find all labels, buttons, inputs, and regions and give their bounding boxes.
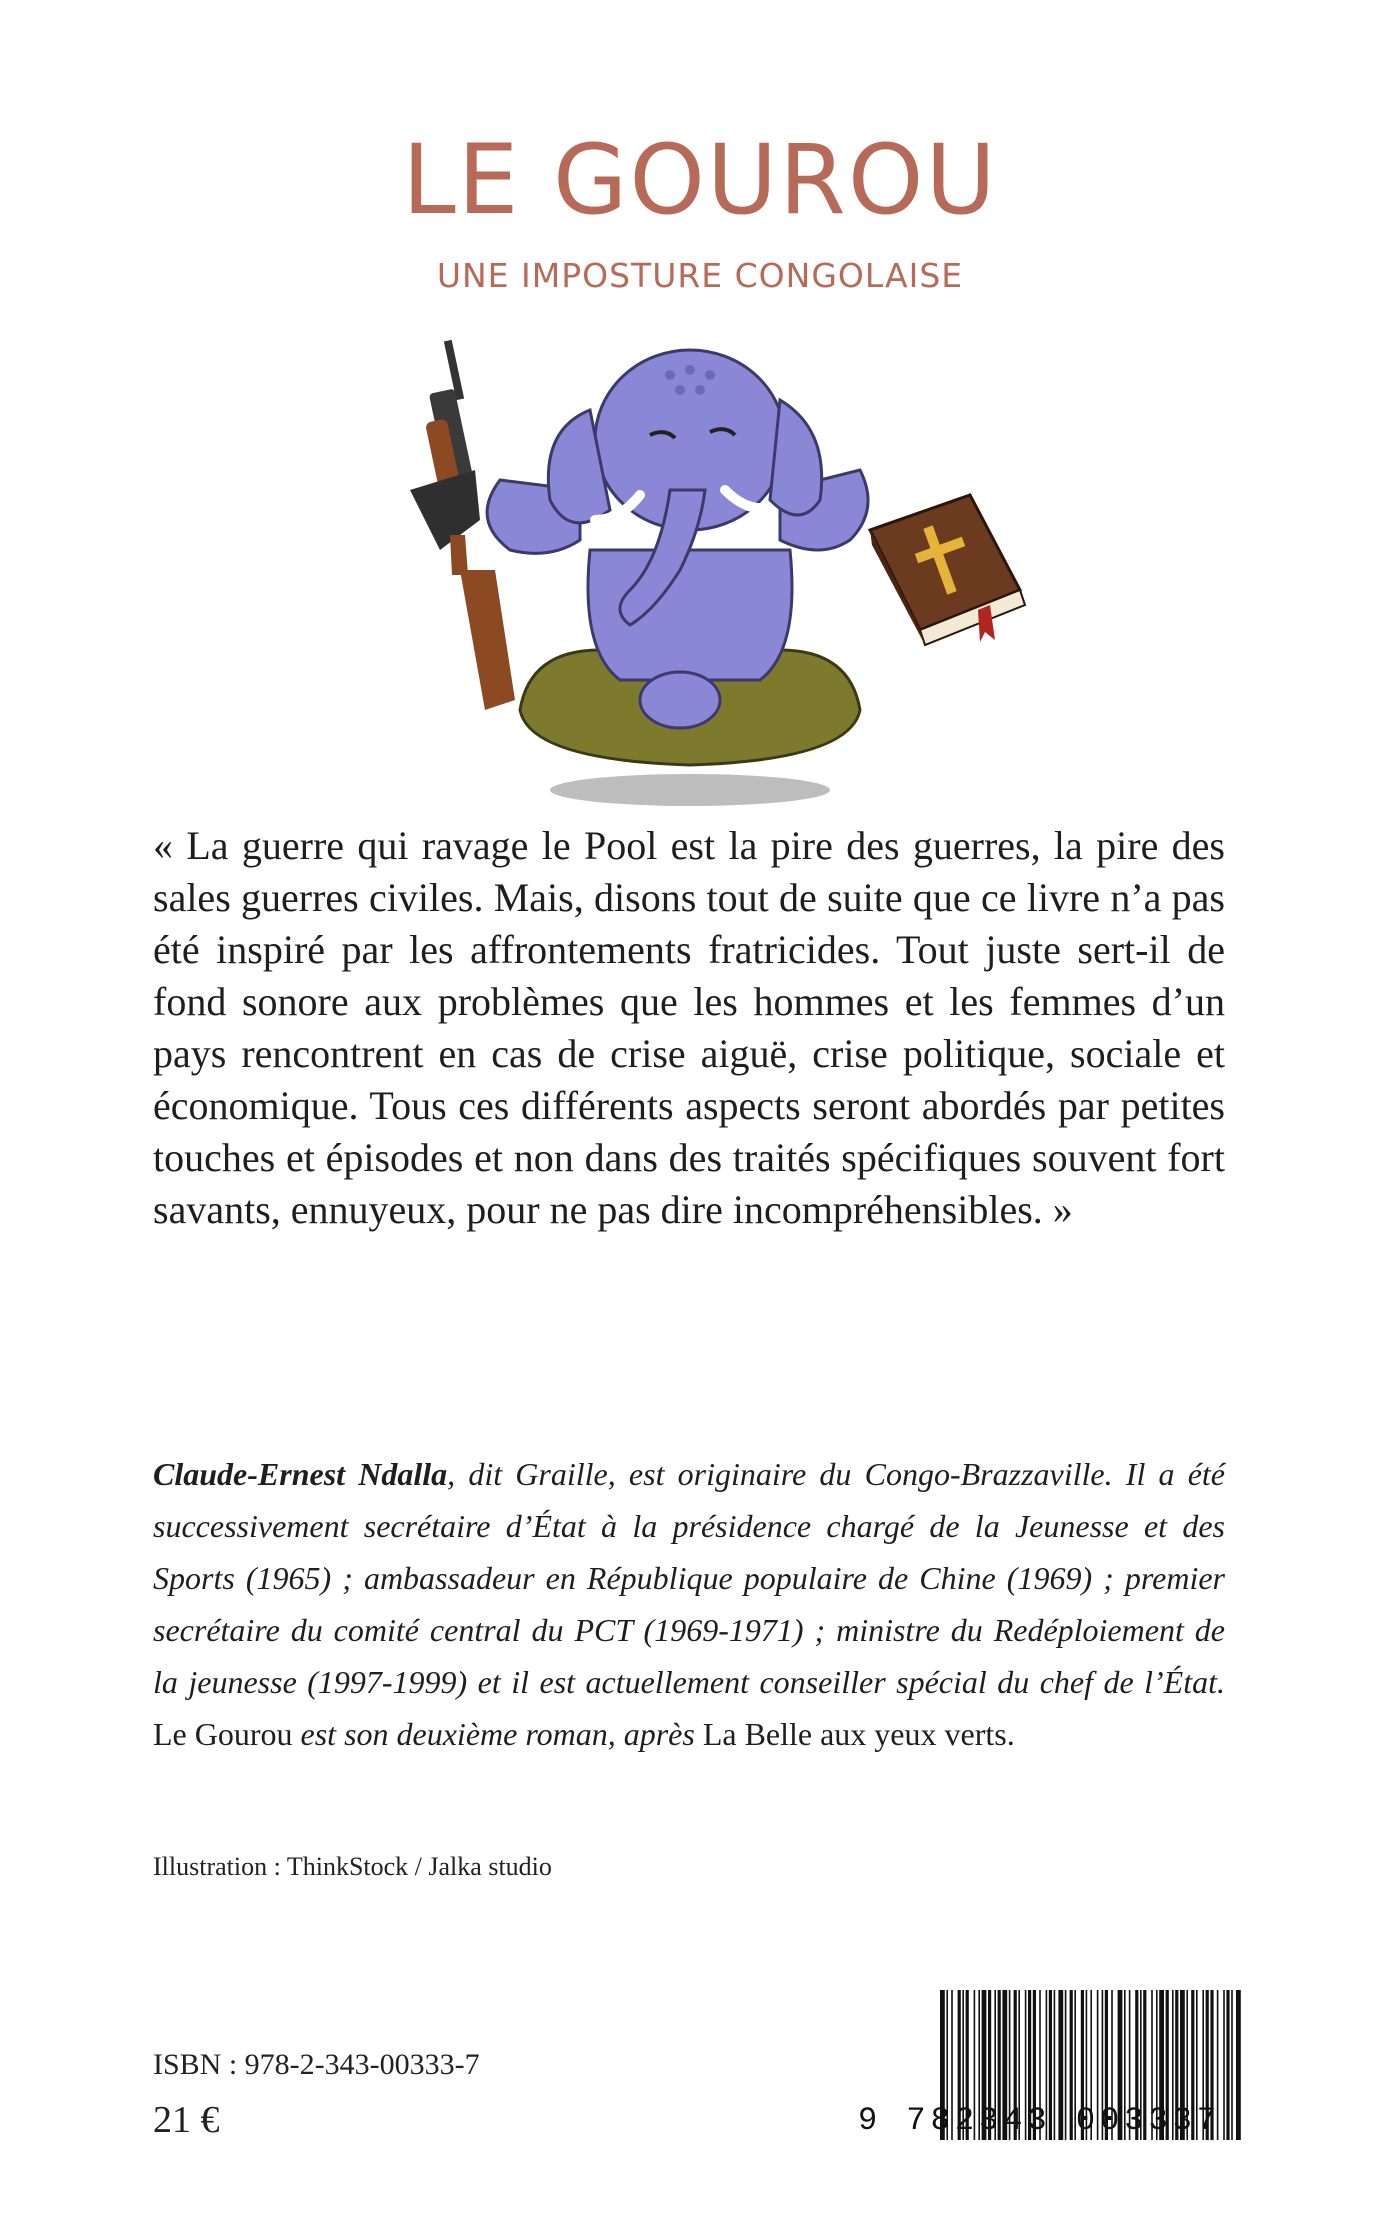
shadow-ellipse xyxy=(550,774,830,806)
back-cover-quote: « La guerre qui ravage le Pool est la pire des guerres, la pire des sales guerres civiles. Mais, disons tout de suite que ce livre n’a pas été inspiré par les affrontements fratricides. Tout juste sert-il de fond sonore aux problèmes que les hommes et les femmes d’un pays rencontrent en cas de crise aiguë, crise politique, sociale et économique. Tous ces différents aspects seront abordés par petites touches et épisodes et non dans des traités spécifiques souvent fort savants, ennuyeux, pour ne pas dire incompréhensibles. » xyxy=(153,823,1225,1232)
bio-end: . xyxy=(1006,1716,1015,1752)
bio-text-1: , dit Graille, est originaire du Congo-Brazzaville. Il a été successivement secrétaire d’État à la présidence chargé de la Jeunesse et des Sports (1965) ; ambassadeur en République populaire de Chine (1969) ; premier secrétaire du comité central du PCT (1969-1971) ; ministre du Redéploiement de la jeunesse (1997-1999) et il est actuellement conseiller spécial du chef de l’État. xyxy=(153,1456,1226,1700)
elephant-guru-icon xyxy=(487,350,868,765)
bio-book-title-1: Le Gourou xyxy=(153,1716,293,1752)
price: 21 € xyxy=(153,2099,220,2141)
illustration-credit: Illustration : ThinkStock / Jalka studio xyxy=(153,1852,552,1881)
book-subtitle: UNE IMPOSTURE CONGOLAISE xyxy=(436,256,964,295)
bible-icon xyxy=(870,495,1025,645)
barcode-digits: 9 782343 003337 xyxy=(858,2102,1222,2139)
isbn: ISBN : 978-2-343-00333-7 xyxy=(153,2048,480,2081)
book-title: LE GOUROU xyxy=(402,124,998,236)
author-bio xyxy=(153,1448,1225,1760)
bio-text-2: est son deuxième roman, après xyxy=(292,1716,695,1752)
bio-book-title-2: La Belle aux yeux verts xyxy=(694,1716,1007,1752)
author-name: Claude-Ernest Ndalla xyxy=(153,1456,448,1492)
cover-illustration xyxy=(380,320,1030,840)
